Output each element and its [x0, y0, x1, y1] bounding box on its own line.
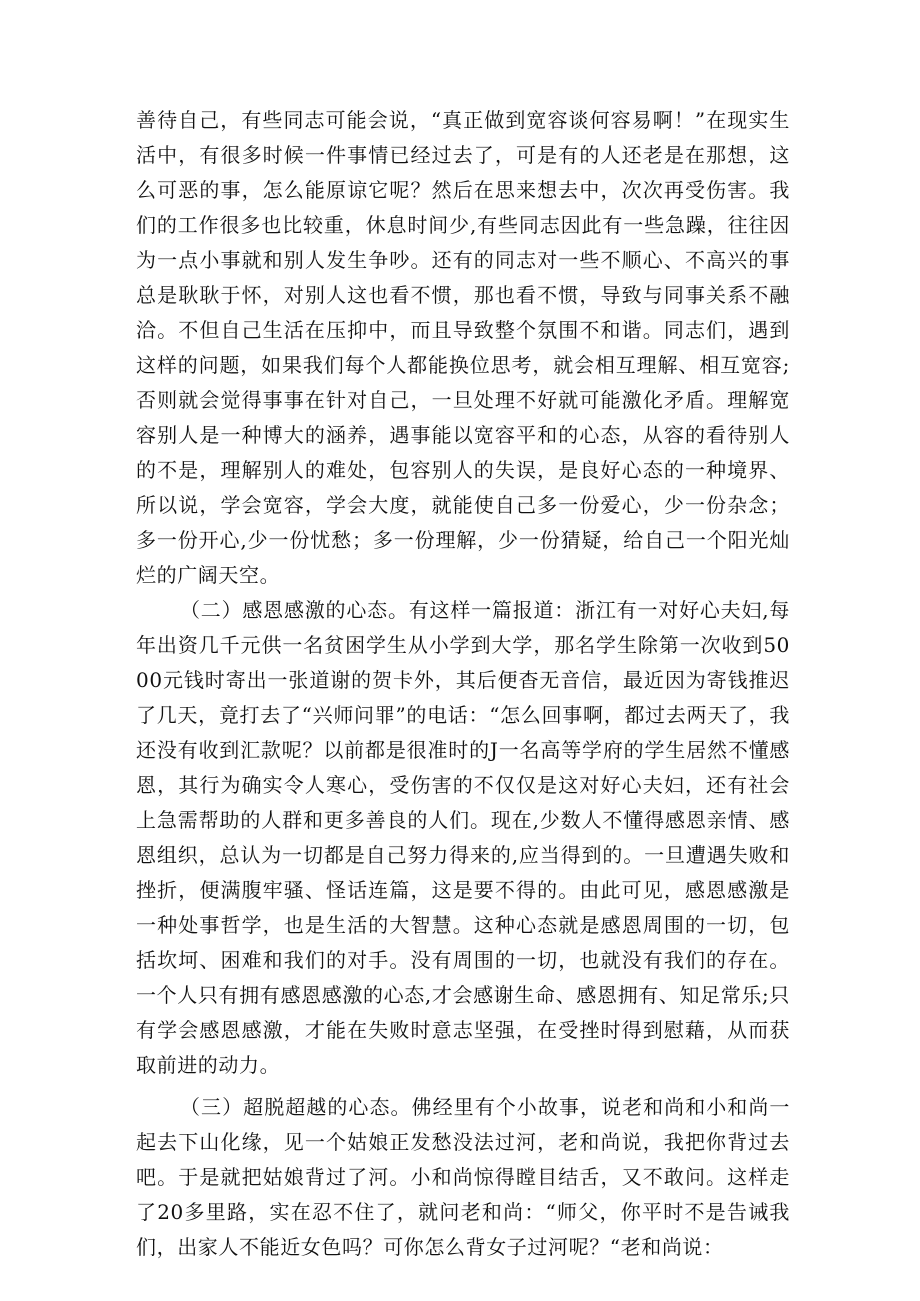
paragraph-forgiveness: 善待自己，有些同志可能会说，“真正做到宽容谈何容易啊！”在现实生活中，有很多时候一件事情已经过去了，可是有的人还老是在那想，这么可恶的事，怎么能原谅它呢？然后在思来想去中，次次再受伤害。我们的工作很多也比较重，休息时间少,有些同志因此有一些急躁，往往因为一点小事就和别人发生争吵。还有的同志对一些不顺心、不高兴的事总是耿耿于怀，对别人这也看不惯，那也看不惯，导致与同事关系不融洽。不但自己生活在压抑中，而且导致整个氛围不和谐。同志们，遇到这样的问题，如果我们每个人都能换位思考，就会相互理解、相互宽容;否则就会觉得事事在针对自己，一旦处理不好就可能激化矛盾。理解宽容别人是一种博大的涵养，遇事能以宽容平和的心态，从容的看待别人的不是，理解别人的难处，包容别人的失误，是良好心态的一种境界、所以说，学会宽容，学会大度，就能使自己多一份爱心，少一份杂念；多一份开心,少一份忧愁；多一份理解，少一份猜疑，给自己一个阳光灿烂的广阔天空。: [136, 108, 790, 587]
paragraph-gratitude: （二）感恩感激的心态。有这样一篇报道：浙江有一对好心夫妇,每年出资几千元供一名贫困学生从小学到大学，那名学生除第一次收到5000元钱时寄出一张道谢的贺卡外，其后便杳无音信，最近因为寄钱推迟了几天，竟打去了“兴师问罪”的电话：“怎么回事啊，都过去两天了，我还没有收到汇款呢？以前都是很准时的J一名高等学府的学生居然不懂感恩，其行为确实令人寒心，受伤害的不仅仅是这对好心夫妇，还有社会上急需帮助的人群和更多善良的人们。现在,少数人不懂得感恩亲情、感恩组织，总认为一切都是自己努力得来的,应当得到的。一旦遭遇失败和挫折，便满腹牢骚、怪话连篇，这是要不得的。由此可见，感恩感激是一种处事哲学，也是生活的大智慧。这种心态就是感恩周围的一切，包括坎坷、困难和我们的对手。没有周围的一切，也就没有我们的存在。一个人只有拥有感恩感激的心态,才会感谢生命、感恩拥有、知足常乐;只有学会感恩感激，才能在失败时意志坚强，在受挫时得到慰藉，从而获取前进的动力。: [136, 598, 790, 1077]
paragraph-transcendence: （三）超脱超越的心态。佛经里有个小故事，说老和尚和小和尚一起去下山化缘，见一个姑娘正发愁没法过河，老和尚说，我把你背过去吧。于是就把姑娘背过了河。小和尚惊得瞠目结舌，又不敢问。这样走了20多里路，实在忍不住了，就问老和尚：“师父，你平时不是告诫我们，出家人不能近女色吗？可你怎么背女子过河呢？“老和尚说：: [136, 1095, 790, 1259]
